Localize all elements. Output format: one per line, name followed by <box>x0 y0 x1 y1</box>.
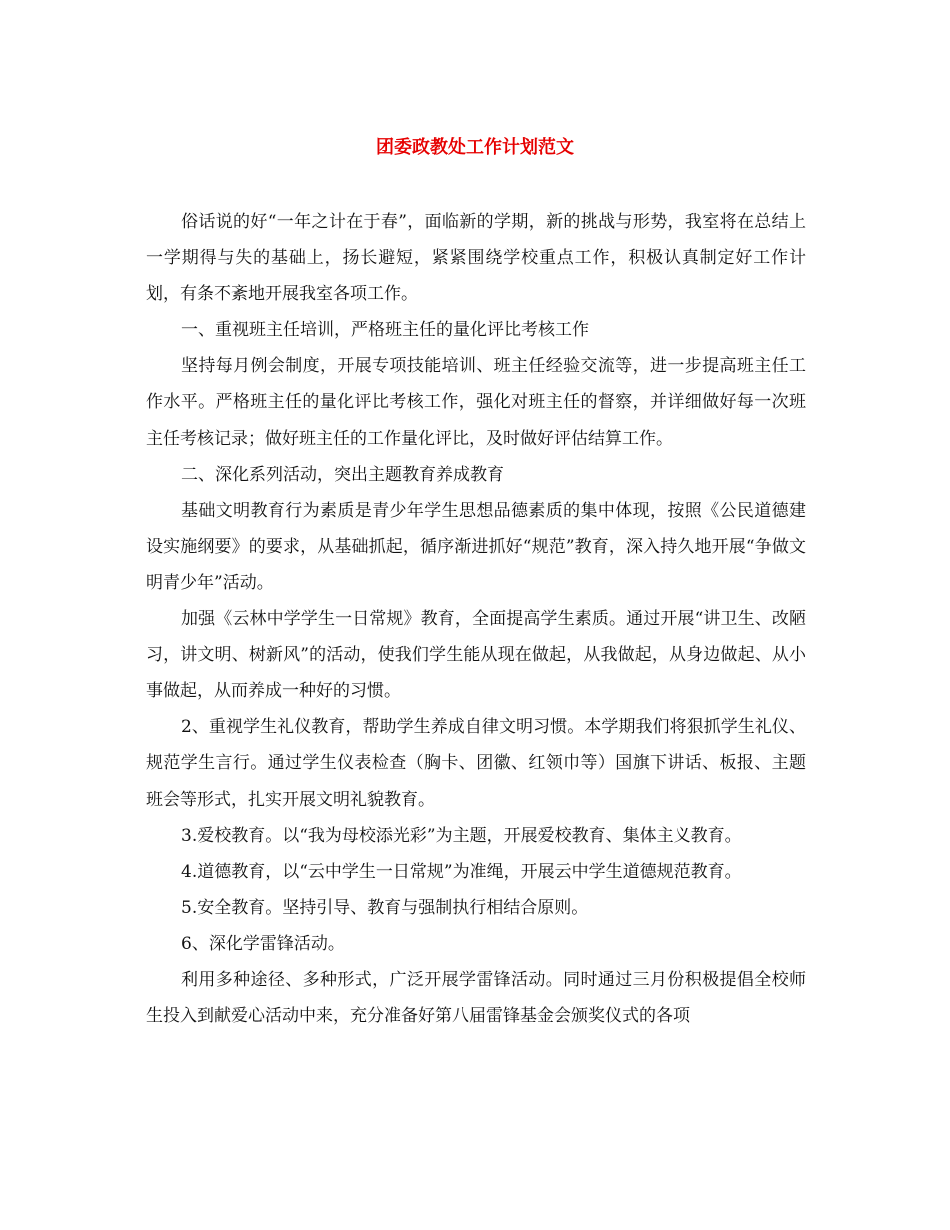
item-4-paragraph: 4.道德教育，以“云中学生一日常规”为准绳，开展云中学生道德规范教育。 <box>181 861 742 882</box>
section-heading-2: 二、深化系列活动，突出主题教育养成教育 <box>181 464 504 485</box>
intro-paragraph: 俗话说的好“一年之计在于春”，面临新的学期，新的挑战与形势，我室将在总结上一学期得与失的基础上，扬长避短，紧紧围绕学校重点工作，积极认真制定好工作计划，有条不紊地开展我室各项工作。 <box>146 212 806 305</box>
section-2-paragraph-2: 加强《云林中学学生一日常规》教育，全面提高学生素质。通过开展“讲卫生、改陋习，讲文明、树新风”的活动，使我们学生能从现在做起，从我做起，从身边做起、从小事做起，从而养成一种好的习惯。 <box>146 609 806 702</box>
section-2-paragraph-1: 基础文明教育行为素质是青少年学生思想品德素质的集中体现，按照《公民道德建设实施纲要》的要求，从基础抓起，循序渐进抓好“规范”教育，深入持久地开展“争做文明青少年”活动。 <box>146 500 806 593</box>
document-title: 团委政教处工作计划范文 <box>376 137 574 158</box>
item-6-paragraph: 利用多种途径、多种形式，广泛开展学雷锋活动。同时通过三月份积极提倡全校师生投入到献爱心活动中来，充分准备好第八届雷锋基金会颁奖仪式的各项 <box>146 969 806 1027</box>
item-2-paragraph: 2、重视学生礼仪教育，帮助学生养成自律文明习惯。本学期我们将狠抓学生礼仪、规范学生言行。通过学生仪表检查（胸卡、团徽、红领巾等）国旗下讲话、板报、主题班会等形式，扎实开展文明礼貌教育。 <box>146 717 806 810</box>
section-1-paragraph: 坚持每月例会制度，开展专项技能培训、班主任经验交流等，进一步提高班主任工作水平。严格班主任的量化评比考核工作，强化对班主任的督察，并详细做好每一次班主任考核记录；做好班主任的工作量化评比，及时做好评估结算工作。 <box>146 356 806 449</box>
item-3-paragraph: 3.爱校教育。以“我为母校添光彩”为主题，开展爱校教育、集体主义教育。 <box>181 825 742 846</box>
document-body <box>146 204 806 1034</box>
item-5-paragraph: 5.安全教育。坚持引导、教育与强制执行相结合原则。 <box>181 897 589 918</box>
item-6-heading: 6、深化学雷锋活动。 <box>181 933 345 954</box>
section-heading-1: 一、重视班主任培训，严格班主任的量化评比考核工作 <box>181 320 589 341</box>
